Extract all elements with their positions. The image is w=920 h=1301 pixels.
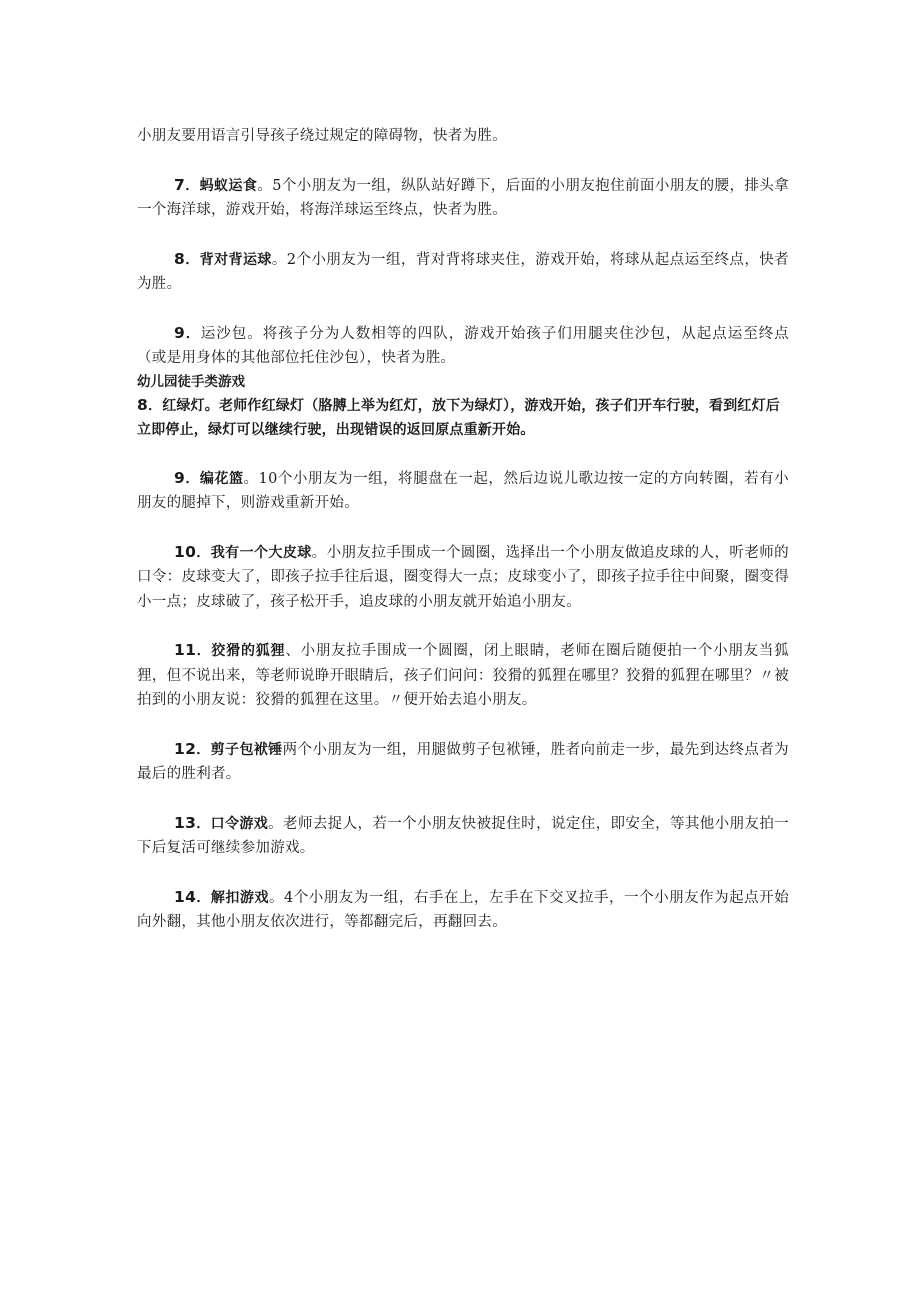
item-body: 运沙包。将孩子分为人数相等的四队，游戏开始孩子们用腿夹住沙包，从起点运至终点（或是用身体的其他部位托住沙包），快者为胜。 xyxy=(137,325,789,366)
item-number: 8 xyxy=(137,395,148,414)
item-body: 两个小朋友为一组，用腿做剪子包袱锤，胜者向前走一步，最先到达终点者为最后的胜利者。 xyxy=(137,741,789,782)
item-body: 。小朋友拉手围成一个圆圈，选择出一个小朋友做追皮球的人，听老师的口令：皮球变大了，即孩子拉手往后退，圈变得大一点；皮球变小了，即孩子拉手往中间聚，圈变得小一点；皮球破了，孩子松开手，追皮球的小朋友就开始追小朋友。 xyxy=(137,544,789,610)
item-number: 9 xyxy=(174,323,186,342)
item-body: 。10个小朋友为一组，将腿盘在一起，然后边说儿歌边按一定的方向转圈，若有小朋友的腿掉下，则游戏重新开始。 xyxy=(137,470,789,511)
item-title: ．口令游戏 xyxy=(196,815,269,832)
item-number: 10 xyxy=(174,542,197,561)
item-title: ． xyxy=(185,325,201,342)
game-item-9 xyxy=(137,321,789,371)
item-title: ．我有一个大皮球 xyxy=(196,544,312,561)
item-title: ．剪子包袱锤 xyxy=(196,741,283,758)
item-number: 13 xyxy=(174,813,197,832)
intro-paragraph: 小朋友要用语言引导孩子绕过规定的障碍物，快者为胜。 xyxy=(137,128,507,144)
item-text: ．红绿灯。老师作红绿灯（胳膊上举为红灯，放下为绿灯），游戏开始，孩子们开车行驶，看到红灯后立即停止，绿灯可以继续行驶，出现错误的返回原点重新开始。 xyxy=(137,397,780,438)
item-title: ．背对背运球 xyxy=(185,251,272,268)
game-item-12 xyxy=(137,737,789,787)
game-item-13 xyxy=(137,811,789,861)
game-item-7 xyxy=(137,173,789,223)
game-item-traffic-light xyxy=(137,393,789,442)
item-number: 12 xyxy=(174,739,197,758)
item-body: 。5个小朋友为一组，纵队站好蹲下，后面的小朋友抱住前面小朋友的腰，排头拿一个海洋球，游戏开始，将海洋球运至终点，快者为胜。 xyxy=(137,177,789,218)
game-item-8 xyxy=(137,247,789,297)
item-title: ．蚂蚁运食 xyxy=(185,177,258,194)
item-number: 7 xyxy=(174,175,186,194)
game-item-10 xyxy=(137,540,789,615)
game-item-14 xyxy=(137,885,789,935)
item-number: 9 xyxy=(174,468,186,487)
item-number: 14 xyxy=(174,887,197,906)
item-number: 11 xyxy=(174,641,197,659)
item-body: 。2个小朋友为一组，背对背将球夹住，游戏开始，将球从起点运至终点，快者为胜。 xyxy=(137,251,789,292)
item-body: 、小朋友拉手围成一个圆圈，闭上眼睛，老师在圈后随便拍一个小朋友当狐狸，但不说出来，等老师说睁开眼睛后，孩子们问问：狡猾的狐狸在哪里？狡猾的狐狸在哪里？〃被拍到的小朋友说：狡猾的狐狸在这里。〃便开始去追小朋友。 xyxy=(137,643,789,708)
item-title: ．编花篮 xyxy=(185,470,244,487)
game-item-9b xyxy=(137,466,789,516)
item-body: 。老师去捉人，若一个小朋友快被捉住时，说定住，即安全，等其他小朋友拍一下后复活可继续参加游戏。 xyxy=(137,815,789,856)
item-title: ．解扣游戏 xyxy=(196,889,269,906)
item-number: 8 xyxy=(174,249,186,268)
section-heading: 幼儿园徒手类游戏 xyxy=(137,373,245,390)
game-item-11 xyxy=(137,638,789,713)
document-page xyxy=(137,124,789,935)
item-body: 。4个小朋友为一组，右手在上，左手在下交叉拉手，一个小朋友作为起点开始向外翻，其他小朋友依次进行，等都翻完后，再翻回去。 xyxy=(137,889,789,930)
item-title: ．狡猾的狐狸 xyxy=(196,643,286,659)
